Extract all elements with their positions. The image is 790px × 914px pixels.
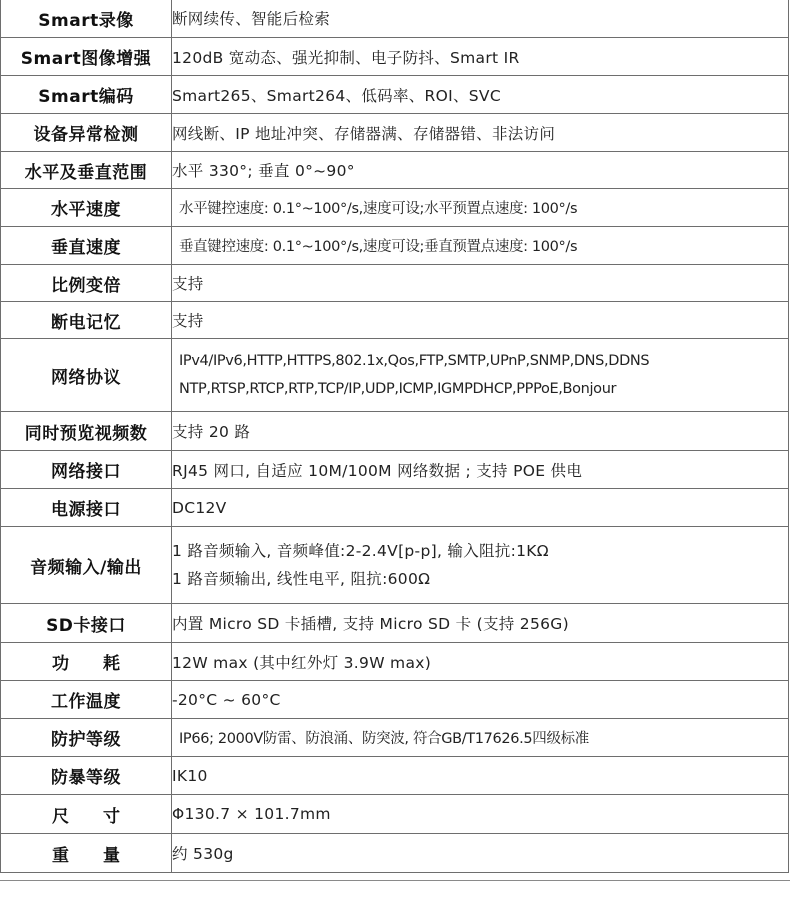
spec-value: IK10 <box>172 757 789 795</box>
spec-row-power-interface <box>1 489 789 527</box>
spec-row-network-interface <box>1 451 789 489</box>
spec-row-smart-recording <box>1 0 789 38</box>
spec-value-line: IPv4/IPv6,HTTP,HTTPS,802.1x,Qos,FTP,SMTP,UPnP,SNMP,DNS,DDNS <box>179 353 650 369</box>
spec-label <box>1 795 172 834</box>
spec-label: Smart编码 <box>1 76 172 114</box>
spec-value: 支持 <box>172 302 789 339</box>
spec-label: 水平及垂直范围 <box>1 152 172 189</box>
spec-row-pan-speed <box>1 189 789 227</box>
spec-value-line: NTP,RTSP,RTCP,RTP,TCP/IP,UDP,ICMP,IGMPDHCP,PPPoE,Bonjour <box>179 381 617 397</box>
spec-row-operating-temperature <box>1 681 789 719</box>
spec-label: 防暴等级 <box>1 757 172 795</box>
spec-label: 垂直速度 <box>1 227 172 265</box>
spec-row-power-off-memory <box>1 302 789 339</box>
spec-value-line: 1 路音频输入, 音频峰值:2-2.4V[p-p], 输入阻抗:1KΩ <box>172 542 549 560</box>
spec-row-smart-image-enhance <box>1 38 789 76</box>
spec-value: Smart265、Smart264、低码率、ROI、SVC <box>172 76 789 114</box>
spec-value: 约 530g <box>172 834 789 873</box>
spec-value-line: 1 路音频输出, 线性电平, 阻抗:600Ω <box>172 570 431 588</box>
spec-label <box>1 643 172 681</box>
spec-row-tilt-speed <box>1 227 789 265</box>
spec-value: 内置 Micro SD 卡插槽, 支持 Micro SD 卡 (支持 256G) <box>172 604 789 643</box>
spec-row-exception-detection <box>1 114 789 152</box>
spec-label: 工作温度 <box>1 681 172 719</box>
spec-label: 比例变倍 <box>1 265 172 302</box>
spec-row-weight <box>1 834 789 873</box>
spec-row-audio-io <box>1 527 789 604</box>
spec-value: -20°C ~ 60°C <box>172 681 789 719</box>
spec-row-power-consumption <box>1 643 789 681</box>
spec-label: Smart录像 <box>1 0 172 38</box>
spec-label: Smart图像增强 <box>1 38 172 76</box>
spec-label: 网络协议 <box>1 339 172 412</box>
spec-value: 120dB 宽动态、强光抑制、电子防抖、Smart IR <box>172 38 789 76</box>
spec-label: 网络接口 <box>1 451 172 489</box>
spec-label: 同时预览视频数 <box>1 412 172 451</box>
spec-row-proportional-zoom <box>1 265 789 302</box>
spec-label: 设备异常检测 <box>1 114 172 152</box>
spec-value: 支持 <box>172 265 789 302</box>
spec-label <box>1 834 172 873</box>
spec-value: 支持 20 路 <box>172 412 789 451</box>
spec-label: 断电记忆 <box>1 302 172 339</box>
spec-value <box>172 527 789 604</box>
spec-row-vandal-resistance <box>1 757 789 795</box>
spec-value: 水平 330°; 垂直 0°~90° <box>172 152 789 189</box>
spec-value: RJ45 网口, 自适应 10M/100M 网络数据 ; 支持 POE 供电 <box>172 451 789 489</box>
spec-label: 电源接口 <box>1 489 172 527</box>
spec-label-text: 尺 寸 <box>52 806 134 827</box>
spec-row-smart-encoding <box>1 76 789 114</box>
spec-value: DC12V <box>172 489 789 527</box>
spec-label: 水平速度 <box>1 189 172 227</box>
spec-value: Φ130.7 × 101.7mm <box>172 795 789 834</box>
spec-label-text: 重 量 <box>52 845 134 866</box>
spec-row-protection-level <box>1 719 789 757</box>
spec-value: 断网续传、智能后检索 <box>172 0 789 38</box>
spec-row-concurrent-preview <box>1 412 789 451</box>
spec-row-network-protocols <box>1 339 789 412</box>
spec-label: SD卡接口 <box>1 604 172 643</box>
spec-value <box>172 339 789 412</box>
bottom-divider <box>0 880 790 881</box>
spec-value: 水平键控速度: 0.1°~100°/s,速度可设;水平预置点速度: 100°/s <box>172 189 789 227</box>
spec-row-pan-tilt-range <box>1 152 789 189</box>
spec-value: IP66; 2000V防雷、防浪涌、防突波, 符合GB/T17626.5四级标准 <box>172 719 789 757</box>
spec-label-text: 功 耗 <box>52 654 134 674</box>
spec-label: 音频输入/输出 <box>1 527 172 604</box>
spec-row-sd-card <box>1 604 789 643</box>
spec-row-dimensions <box>1 795 789 834</box>
spec-value: 12W max (其中红外灯 3.9W max) <box>172 643 789 681</box>
spec-value: 网线断、IP 地址冲突、存储器满、存储器错、非法访问 <box>172 114 789 152</box>
spec-value: 垂直键控速度: 0.1°~100°/s,速度可设;垂直预置点速度: 100°/s <box>172 227 789 265</box>
spec-label: 防护等级 <box>1 719 172 757</box>
